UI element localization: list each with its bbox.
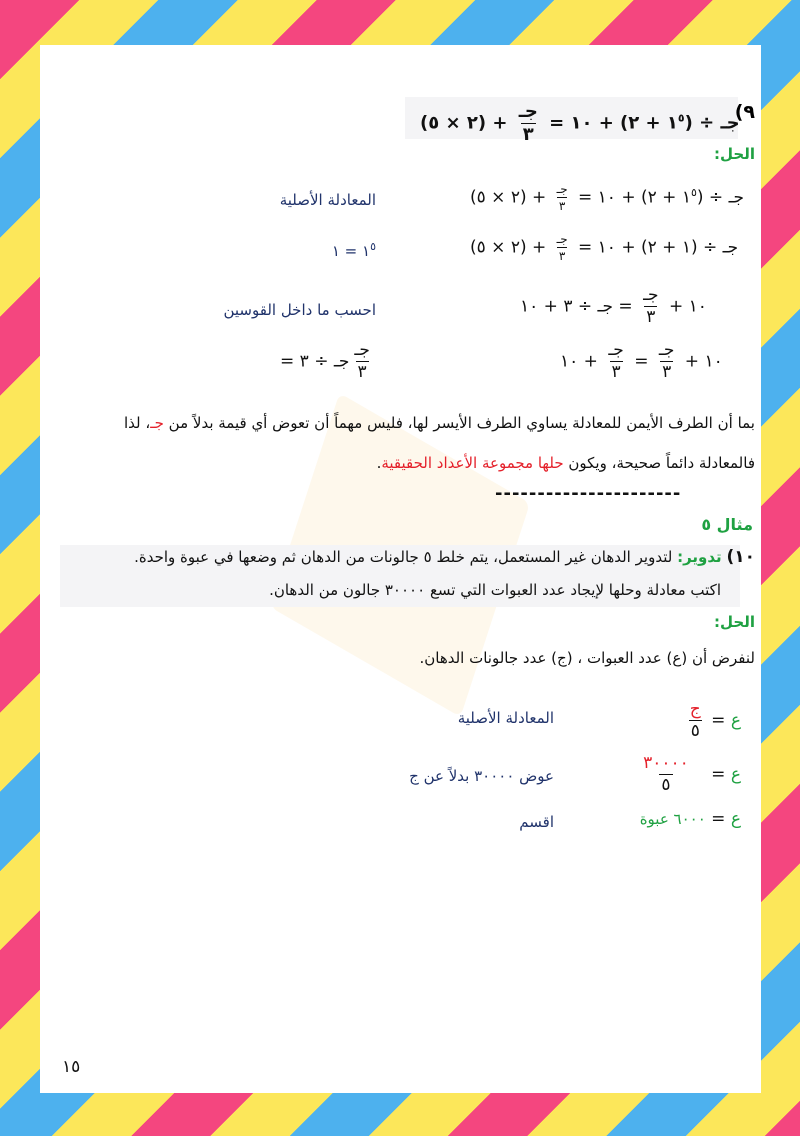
example-line-2: اكتب معادلة وحلها لإيجاد عدد العبوات التي تسع ٣٠٠٠٠ جالون من الدهان. [269,581,721,599]
step-4-note: = جـ ÷ ٣ $\frac{\text{جـ}}{٣}$ [280,340,370,382]
equation-3: ع = ٦٠٠٠ عبوة [639,809,741,829]
step-1-note: المعادلة الأصلية [279,191,376,209]
equation-2-note: عوض ٣٠٠٠٠ بدلاً عن ج [409,767,554,785]
solution-2-label: الحل: [714,613,755,631]
solution-label: الحل: [714,145,755,163]
equation-1: ع = $\frac{\text{ج}}{٥}$ [689,699,741,741]
equation-3-note: اقسم [519,813,554,831]
example-title: مثال ٥ [701,515,753,534]
example-keyword: تدوير: [677,548,722,566]
conclusion-paragraph [65,403,755,483]
example-line-1: ١٠) تدوير: لتدوير الدهان غير المستعمل، يتم خلط ٥ جالونات من الدهان ثم وضعها في عبوة واحدة. [134,547,755,567]
equation-2: ع = $\frac{٣٠٠٠٠}{٥}$ [643,753,741,795]
problem-9-equation: (٢ × ٥) + $\frac{\text{جـ}}{٣}$ = جـ ÷ ($١^٥$ + ٢) + ١٠ [420,101,740,145]
equation-1-note: المعادلة الأصلية [457,709,554,727]
problem-9-label: ٩) [734,101,755,123]
step-1-equation: (٢ × ٥) + $\frac{\text{جـ}}{٣}$ = جـ ÷ ($١^٥$ + ٢) + ١٠ [470,182,745,213]
step-2-equation: (٢ × ٥) + $\frac{\text{جـ}}{٣}$ = جـ ÷ (١ + ٢) + ١٠ [470,232,739,263]
step-3-note: احسب ما داخل القوسين [223,301,376,319]
divider: ---------------------- [495,483,682,504]
assumption-text: لنفرض أن (ع) عدد العبوات ، (ج) عدد جالونات الدهان. [419,649,755,667]
page [40,45,761,1093]
page-number: ١٥ [62,1057,81,1077]
example-number: ١٠) [726,547,755,567]
conclusion-line-2: فالمعادلة دائماً صحيحة، ويكون حلها مجموعة الأعداد الحقيقية. [376,454,755,472]
step-4-equation: ١٠ + $\frac{\text{جـ}}{٣}$ = $\frac{\text{جـ}}{٣}$ + ١٠ [560,340,723,382]
conclusion-line-1: بما أن الطرف الأيمن للمعادلة يساوي الطرف الأيسر لها، فليس مهماً أن تعوض أي قيمة بدلاً من جـ، لذا [124,414,755,432]
step-2-note: $١^٥$ = ١ [331,240,376,260]
step-3-equation: ١٠ + $\frac{\text{جـ}}{٣}$ = جـ ÷ ٣ + ١٠ [520,285,707,327]
